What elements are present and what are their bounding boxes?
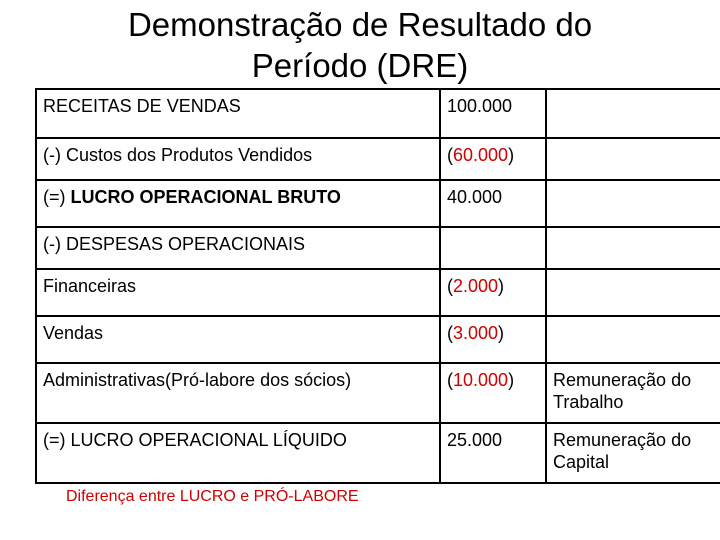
negative-value: 3.000 [453,323,499,343]
table-row [36,138,720,180]
row-value [440,269,546,316]
row-note [546,89,720,138]
row-label: Financeiras [36,269,440,316]
paren-open: ( [447,323,453,343]
paren-close: ) [508,370,515,390]
negative-value: 2.000 [453,276,499,296]
row-label: (-) DESPESAS OPERACIONAIS [36,227,440,269]
row-label: Vendas [36,316,440,363]
title-line-1: Demonstração de Resultado do [127,6,593,43]
row-value: 100.000 [440,89,546,138]
row-note [546,269,720,316]
label-bold: LUCRO OPERACIONAL BRUTO [70,187,341,207]
row-label: (=) LUCRO OPERACIONAL LÍQUIDO [36,423,440,483]
row-value [440,227,546,269]
note-line-1: Remuneração do [553,430,692,450]
paren-open: ( [447,370,453,390]
paren-close: ) [498,323,505,343]
table-row [36,423,720,483]
table-row [36,89,720,138]
row-value: 40.000 [440,180,546,227]
row-label: (-) Custos dos Produtos Vendidos [36,138,440,180]
dre-table [35,88,720,484]
row-label: Administrativas(Pró-labore dos sócios) [36,363,440,423]
title-line-2: Período (DRE) [251,47,469,84]
row-value [440,363,546,423]
negative-value: 10.000 [453,370,509,390]
table-row [36,363,720,423]
row-value [440,316,546,363]
table-row [36,227,720,269]
label-prefix: (=) [43,187,71,207]
row-note [546,363,720,423]
note-line-1: Remuneração do [553,370,692,390]
row-note [546,138,720,180]
row-value: 25.000 [440,423,546,483]
row-value [440,138,546,180]
row-note [546,227,720,269]
paren-open: ( [447,145,453,165]
row-label: RECEITAS DE VENDAS [36,89,440,138]
paren-close: ) [498,276,505,296]
row-note [546,180,720,227]
row-note [546,423,720,483]
row-label [36,180,440,227]
table-row [36,316,720,363]
note-line-2: Capital [553,452,610,472]
table-row [36,269,720,316]
page-title [0,4,720,86]
paren-open: ( [447,276,453,296]
caption-text: Diferença entre LUCRO e PRÓ-LABORE [66,488,359,505]
negative-value: 60.000 [453,145,509,165]
note-line-2: Trabalho [553,392,624,412]
row-note [546,316,720,363]
table-row [36,180,720,227]
paren-close: ) [508,145,515,165]
